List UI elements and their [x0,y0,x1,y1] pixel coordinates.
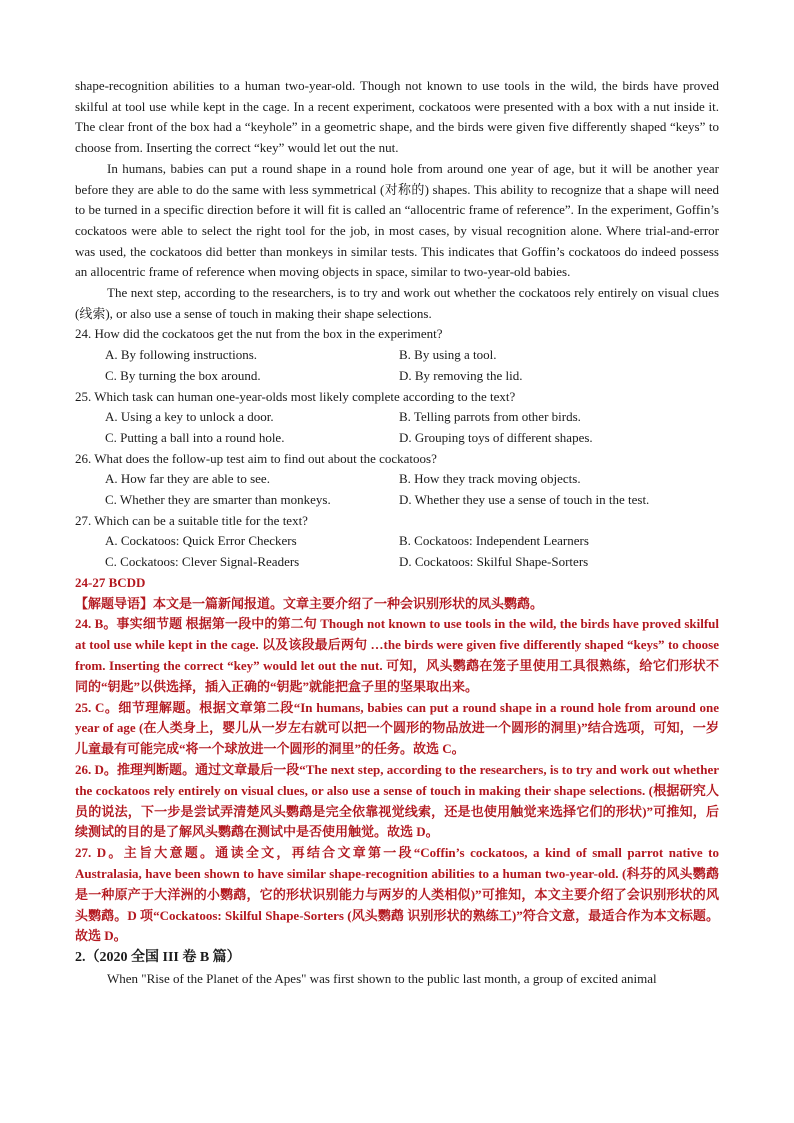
question-stem: 25. Which task can human one-year-olds most likely complete according to the text? [75,388,516,404]
explanation-24: 24. B。事实细节题 根据第一段中的第二句 Though not known to use tools in the wild, the birds have proved skilful at tool use while kept in the cage. 以及该段最后两句 …the birds were given five differently shaped “keys” to choose from. Inserting the correct “key” would let out the nut. 可知，风头鹦鹉在笼子里使用工具很熟练，给它们形状不同的“钥匙”以供选择，插入正确的“钥匙”就能把盒子里的坚果取出来。 [75,616,719,694]
question-stem: 26. What does the follow-up test aim to find out about the cockatoos? [75,450,437,466]
explanation-26: 26. D。推理判断题。通过文章最后一段“The next step, according to the researchers, is to try and work out whether the cockatoos rely entirely on visual clues, or also use a sense of touch in making their shape selections. (根据研究人员的说法，下一步是尝试弄清楚风头鹦鹉是完全依靠视觉线索，还是也使用触觉来选择它们的形状)”可推知，后续测试的目的是了解风头鹦鹉在测试中是否使用触觉。故选 D。 [75,762,719,840]
question-stem: 27. Which can be a suitable title for the text? [75,512,308,528]
option-a: A. Cockatoos: Quick Error Checkers [105,533,297,549]
answer-key: 24-27 BCDD [75,574,146,590]
option-c: C. Cockatoos: Clever Signal-Readers [105,554,300,570]
explanation-25: 25. C。细节理解题。根据文章第二段“In humans, babies can put a round shape in a round hole from around one year of age (在人类身上，婴儿从一岁左右就可以把一个圆形的物品放进一个圆形的洞里)”结合选项，可知，一岁儿童最有可能完成“将一个球放进一个圆形的洞里”的任务。故选 C。 [75,699,719,757]
option-d: D. Grouping toys of different shapes. [399,429,593,445]
option-d: D. Whether they use a sense of touch in the test. [399,492,650,508]
question-24 [75,324,719,386]
option-a: A. How far they are able to see. [105,471,270,487]
question-stem: 24. How did the cockatoos get the nut from the box in the experiment? [75,326,443,342]
question-25 [75,387,719,449]
document-page [75,76,719,990]
explanation-27: 27. D。主旨大意题。通读全文，再结合文章第一段“Coffin’s cockatoos, a kind of small parrot native to Australasia, have been shown to have similar shape-recognition abilities to a human two-year-old. (科芬的风头鹦鹉是一种原产于大洋洲的小鹦鹉，它的形状识别能力与两岁的人类相似)”可推知，本文主要介绍了会识别形状的风头鹦鹉。D 项“Cockatoos: Skilful Shape-Sorters (风头鹦鹉 识别形状的熟练工)”符合文意，最适合作为本文标题。故选 D。 [75,845,719,944]
option-b: B. By using a tool. [399,347,497,363]
option-c: C. Putting a ball into a round hole. [105,429,285,445]
option-d: D. By removing the lid. [399,367,523,383]
section-heading: 2.（2020 全国 III 卷 B 篇） [75,950,241,966]
passage-paragraph-2: In humans, babies can put a round shape in a round hole from around one year of age, but it will be another year before they are able to do the same with less symmetrical (对称的) shapes. This ability to recognize that a shape will need to be turned in a specific direction before it will fit is called an “allocentric frame of reference”. In the experiment, Goffin’s cockatoos were able to select the right tool for the job, in most cases, by visual recognition alone. Where trial-and-error was used, the cockatoos did better than monkeys in similar tests. This indicates that Goffin’s cockatoos do indeed possess an allocentric frame of reference when moving objects in space, similar to two-year-old babies. [75,160,719,280]
passage-paragraph-3: The next step, according to the researchers, is to try and work out whether the cockatoos rely entirely on visual clues (线索), or also use a sense of touch in making their shape selections. [75,285,719,321]
option-b: B. Cockatoos: Independent Learners [399,533,589,549]
option-b: B. Telling parrots from other birds. [399,409,581,425]
solution-guide: 【解题导语】本文是一篇新闻报道。文章主要介绍了一种会识别形状的凤头鹦鹉。 [75,595,544,611]
option-a: A. Using a key to unlock a door. [105,409,274,425]
passage-paragraph-1: shape-recognition abilities to a human two-year-old. Though not known to use tools in the wild, the birds have proved skilful at tool use while kept in the cage. In a recent experiment, cockatoos were presented with a box with a nut inside it. The clear front of the box had a “keyhole” in a geometric shape, and the birds were given five differently shaped “keys” to choose from. Inserting the correct “key” would let out the nut. [75,78,719,156]
option-c: C. By turning the box around. [105,367,261,383]
option-b: B. How they track moving objects. [399,471,581,487]
next-passage-first-line: When "Rise of the Planet of the Apes" was first shown to the public last month, a group of excited animal [107,971,657,987]
option-a: A. By following instructions. [105,347,258,363]
question-26 [75,449,719,511]
option-d: D. Cockatoos: Skilful Shape-Sorters [399,554,589,570]
question-27 [75,511,719,573]
option-c: C. Whether they are smarter than monkeys. [105,492,331,508]
